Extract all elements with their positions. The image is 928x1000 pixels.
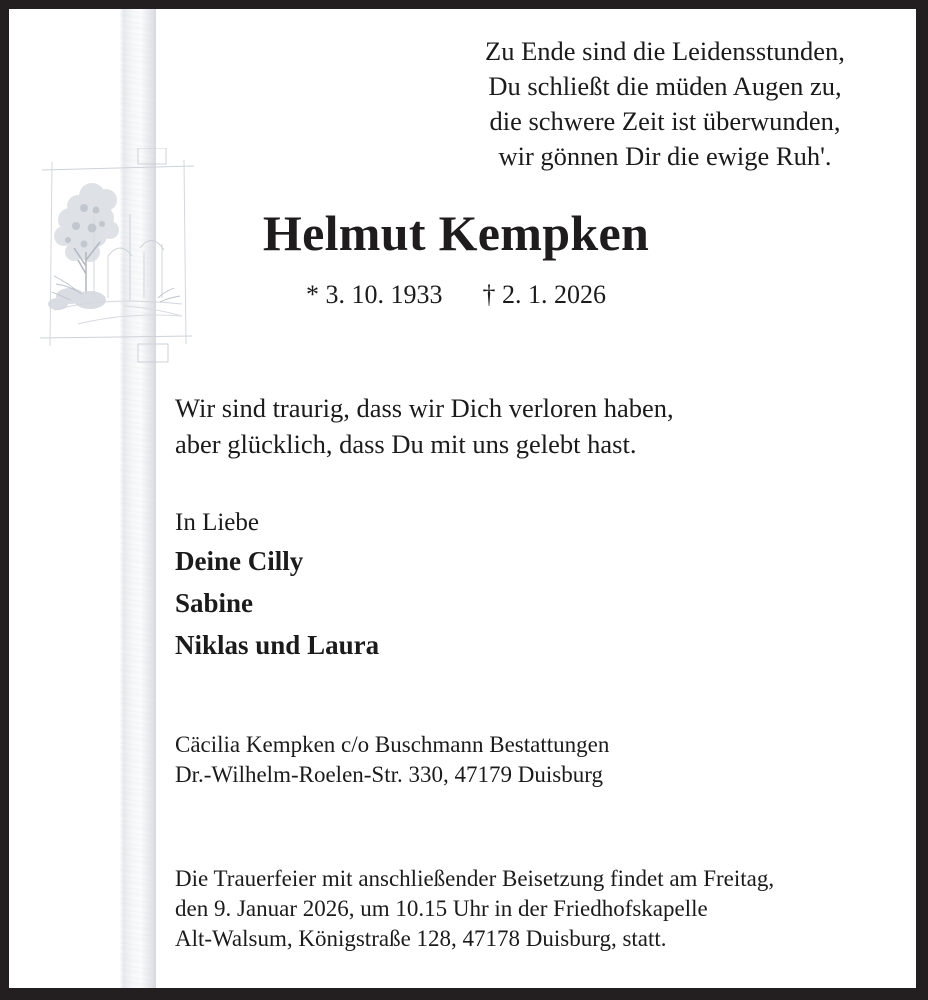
signature-intro: In Liebe: [175, 509, 259, 536]
birth-date: * 3. 10. 1933: [306, 280, 443, 309]
service-line: Die Trauerfeier mit anschließender Beisetzung findet am Freitag,: [175, 866, 775, 891]
family-member: Niklas und Laura: [175, 630, 380, 660]
life-dates: [176, 280, 736, 310]
family-member: Deine Cilly: [175, 546, 304, 576]
address-line: Dr.-Wilhelm-Roelen-Str. 330, 47179 Duisburg: [175, 762, 603, 787]
family-member: Sabine: [175, 588, 254, 618]
poem-line: wir gönnen Dir die ewige Ruh'.: [498, 141, 832, 171]
contact-address: [175, 730, 775, 790]
farewell-message: [175, 390, 815, 462]
farewell-line: aber glücklich, dass Du mit uns gelebt hast.: [175, 429, 637, 459]
poem-line: Zu Ende sind die Leidensstunden,: [485, 36, 845, 66]
funeral-service-details: [175, 864, 905, 954]
memorial-poem: [420, 34, 910, 174]
poem-line: die schwere Zeit ist überwunden,: [489, 106, 841, 136]
poem-line: Du schließt die müden Augen zu,: [488, 71, 842, 101]
death-date: † 2. 1. 2026: [482, 280, 606, 309]
service-line: den 9. Januar 2026, um 10.15 Uhr in der Friedhofskapelle: [175, 896, 708, 921]
family-signature: [175, 510, 675, 675]
farewell-line: Wir sind traurig, dass wir Dich verloren haben,: [175, 393, 674, 423]
deceased-name: Helmut Kempken: [262, 205, 650, 261]
service-line: Alt-Walsum, Königstraße 128, 47178 Duisburg, statt.: [175, 926, 667, 951]
address-line: Cäcilia Kempken c/o Buschmann Bestattungen: [175, 732, 610, 757]
